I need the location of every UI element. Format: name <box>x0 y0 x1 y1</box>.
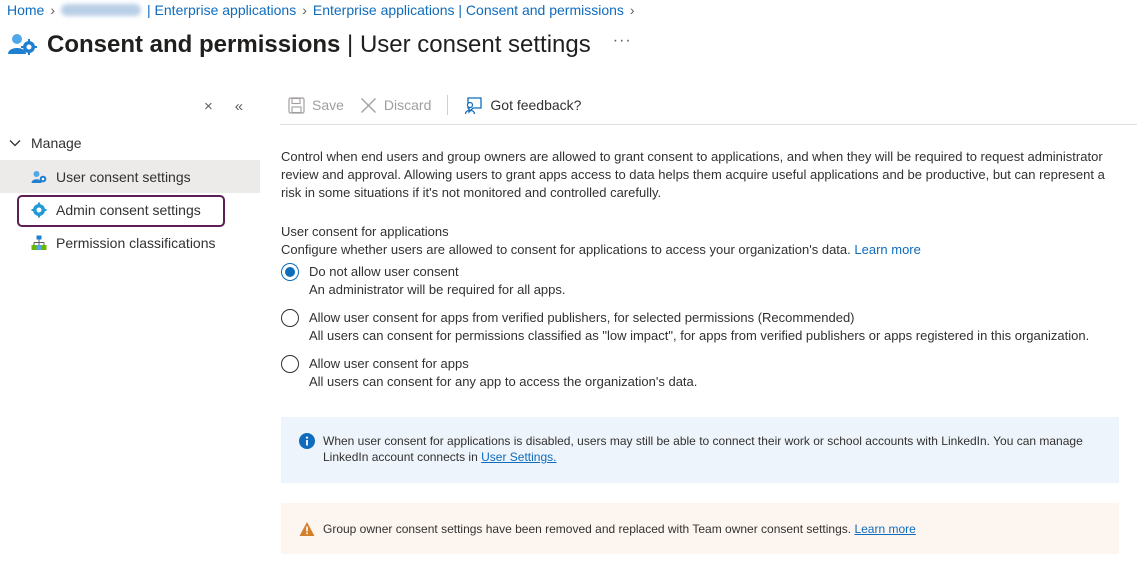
discard-button[interactable]: Discard <box>360 97 431 114</box>
radio-button[interactable] <box>281 355 299 373</box>
learn-more-link[interactable]: Learn more <box>854 521 916 536</box>
command-bar <box>288 95 597 115</box>
sidebar-item-permission-classifications[interactable] <box>0 226 260 259</box>
breadcrumb <box>7 2 641 18</box>
collapse-nav-icon[interactable]: « <box>234 98 244 115</box>
info-message-bar <box>281 417 1119 483</box>
radio-description: An administrator will be required for all apps. <box>309 282 566 297</box>
chevron-down-icon <box>9 137 21 149</box>
hierarchy-icon <box>31 235 47 251</box>
sidebar-item-user-consent-settings[interactable] <box>0 160 260 193</box>
nav-controls <box>204 98 243 115</box>
save-icon <box>288 97 305 114</box>
radio-label: Allow user consent for apps from verified publishers, for selected permissions (Recommended) <box>309 310 855 325</box>
sidebar-group-label: Manage <box>31 135 82 151</box>
section-description: Configure whether users are allowed to consent for applications to access your organization's data. Learn more <box>281 242 921 257</box>
radio-label: Allow user consent for apps <box>309 356 469 371</box>
divider <box>280 124 1137 125</box>
breadcrumb-consent-permissions[interactable]: Enterprise applications | Consent and permissions <box>312 2 624 18</box>
chevron-right-icon: › <box>50 2 56 18</box>
user-consent-icon <box>7 30 37 60</box>
feedback-icon <box>464 96 483 115</box>
more-options-icon[interactable]: ··· <box>612 32 632 49</box>
radio-button[interactable] <box>281 263 299 281</box>
breadcrumb-tenant-redacted[interactable] <box>61 4 141 16</box>
page-title: Consent and permissions | User consent settings <box>47 31 591 58</box>
radio-button[interactable] <box>281 309 299 327</box>
sidebar-group-manage[interactable] <box>0 132 260 154</box>
warning-message-text: Group owner consent settings have been removed and replaced with Team owner consent settings. Learn more <box>323 521 916 536</box>
save-button[interactable]: Save <box>288 97 344 114</box>
chevron-right-icon: › <box>302 2 307 18</box>
chevron-right-icon: › <box>629 2 635 18</box>
toolbar-divider <box>447 95 448 115</box>
sidebar-item-label: Admin consent settings <box>56 201 201 218</box>
info-message-text: When user consent for applications is disabled, users may still be able to connect their work or school accounts with LinkedIn. You can manage LinkedIn account connects in User Settings. <box>323 434 1083 464</box>
close-icon[interactable]: × <box>204 98 213 115</box>
radio-option-do-not-allow[interactable] <box>281 263 1121 299</box>
main-content <box>281 148 1121 391</box>
radio-option-verified-publishers[interactable] <box>281 309 1121 345</box>
radio-description: All users can consent for any app to access the organization's data. <box>309 374 698 389</box>
warning-icon <box>299 521 315 537</box>
page-header <box>7 30 632 60</box>
warning-message-bar <box>281 503 1119 554</box>
user-consent-icon <box>31 169 47 185</box>
highlight-annotation <box>17 195 225 227</box>
sidebar-item-label: User consent settings <box>56 168 191 185</box>
radio-description: All users can consent for permissions classified as "low impact", for apps from verified publishers or apps registered in this organization. <box>309 328 1090 343</box>
breadcrumb-home[interactable]: Home <box>7 2 45 18</box>
sidebar-item-label: Permission classifications <box>56 234 216 251</box>
radio-option-allow-all[interactable] <box>281 355 1121 391</box>
user-settings-link[interactable]: User Settings. <box>481 450 557 464</box>
section-title: User consent for applications <box>281 224 449 239</box>
radio-label: Do not allow user consent <box>309 264 459 279</box>
page-description: Control when end users and group owners are allowed to grant consent to applications, and when they will be required to request administrator review and approval. Allowing users to grant apps access to data helps them acquire useful applications and be productive, but can represent a risk in some situations if it's not monitored and controlled carefully. <box>281 149 1105 200</box>
feedback-button[interactable]: Got feedback? <box>464 96 581 115</box>
learn-more-link[interactable]: Learn more <box>854 242 921 257</box>
breadcrumb-enterprise-apps[interactable]: | Enterprise applications <box>147 2 297 18</box>
close-icon <box>360 97 377 114</box>
info-icon <box>299 433 315 449</box>
